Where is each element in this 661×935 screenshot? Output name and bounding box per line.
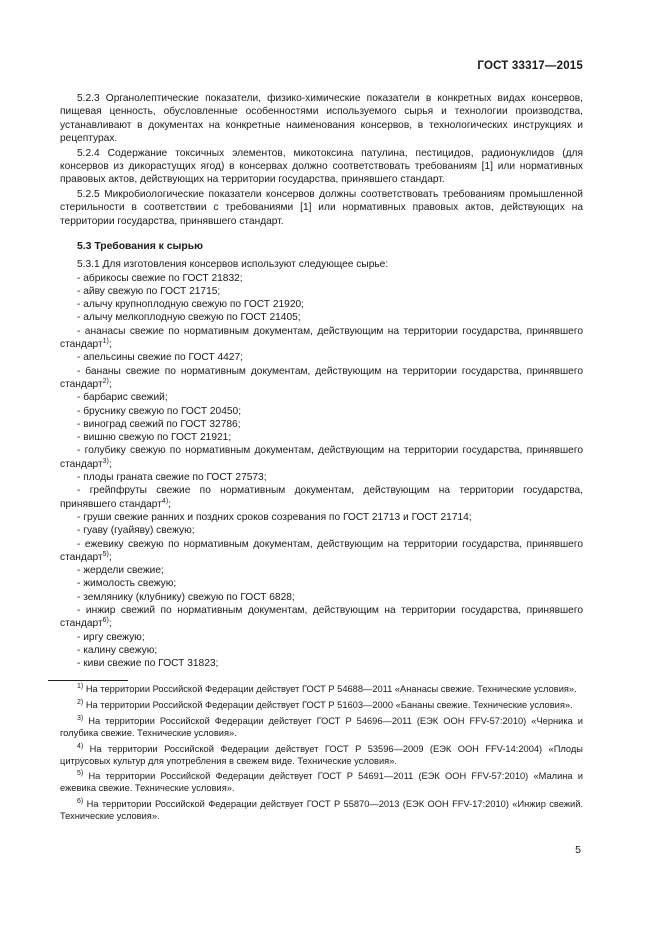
list-item-text: - ананасы свежие по нормативным документам, действующим на территории государства, принявшего стандарт [60, 325, 583, 351]
footnote-ref: 1) [102, 338, 109, 346]
list-item-tail: ; [108, 618, 112, 630]
footnote-mark: 1) [77, 683, 84, 690]
list-item-tail: ; [168, 498, 171, 510]
list-item [60, 311, 583, 324]
document-code-header: ГОСТ 33317—2015 [477, 60, 583, 72]
list-item [60, 444, 583, 471]
footnote-mark: 2) [77, 698, 84, 706]
list-item-text: - грейпфруты свежие по нормативным документам, действующим на территории государства, принявшего стандарт [60, 485, 583, 510]
footnote [60, 744, 583, 768]
list-item [60, 631, 583, 644]
list-item-text: - виноград свежий по ГОСТ 32786; [77, 418, 241, 430]
footnote [60, 700, 583, 712]
list-item-text: - голубику свежую по нормативным документам, действующим на территории государства, принявшего стандарт [60, 445, 583, 470]
list-item-text: - землянику (клубнику) свежую по ГОСТ 6828; [77, 591, 295, 603]
footnote [60, 716, 583, 740]
list-item [60, 524, 583, 537]
list-item [60, 272, 583, 285]
list-item-text: - абрикосы свежие по ГОСТ 21832; [77, 272, 243, 284]
footnote-text: На территории Российской Федерации действует ГОСТ Р 54691—2011 (ЕЭК ООН FFV-57:2010) «Малина и ежевика свежие. Технические условия». [60, 771, 583, 794]
footnotes [60, 684, 583, 827]
footnote [60, 799, 583, 823]
footnote-text: На территории Российской Федерации действует ГОСТ Р 55870—2013 (ЕЭК ООН FFV-17:2010) «Инжир свежий. Технические условия». [60, 799, 583, 822]
list-item-tail: ; [108, 378, 112, 390]
list-item-text: - вишню свежую по ГОСТ 21921; [77, 432, 232, 444]
list-item-tail: ; [108, 458, 112, 470]
list-item [60, 604, 583, 631]
list-item-text: - бананы свежие по нормативным документам, действующим на территории государства, принявшего стандарт [60, 365, 583, 390]
list-item-text: - калину свежую; [77, 644, 158, 656]
footnote-mark: 4) [77, 742, 84, 750]
list-item [60, 351, 583, 364]
list-item-text: - бруснику свежую по ГОСТ 20450; [77, 405, 242, 417]
list-item-text: - иргу свежую; [77, 631, 145, 643]
list-item-text: - инжир свежий по нормативным документам, действующим на территории государства, принявшего стандарт [60, 604, 583, 630]
raw-materials-list [60, 272, 583, 671]
list-item [60, 431, 583, 444]
list-item [60, 365, 583, 392]
footnote-separator [48, 680, 128, 681]
list-item [60, 577, 583, 590]
list-item [60, 325, 583, 352]
list-item [60, 391, 583, 404]
list-item [60, 471, 583, 484]
list-item-text: - груши свежие ранних и поздних сроков созревания по ГОСТ 21713 и ГОСТ 21714; [77, 511, 472, 523]
footnote-text: На территории Российской Федерации действует ГОСТ Р 53596—2009 (ЕЭК ООН FFV-14:2004) «Плоды цитрусовых культур для употребления в свежем виде. Технические условия». [60, 743, 583, 766]
list-item-text: - барбарис свежий; [77, 392, 168, 404]
paragraph-5-2-4: 5.2.4 Содержание токсичных элементов, микотоксина патулина, пестицидов, радионуклидов (для консервов из дикорастущих ягод) в консервах должно соответствовать требованиям [1] или нормативных правовых актов, действующих на территории государства, принявшего стандарт. [60, 147, 583, 186]
list-item-tail: ; [108, 551, 112, 563]
list-item [60, 484, 583, 511]
list-item [60, 591, 583, 604]
list-item-text: - жимолость свежую; [77, 578, 177, 590]
footnote-ref: 6) [102, 617, 109, 625]
list-item [60, 511, 583, 524]
list-item-text: - гуаву (гуайяву) свежую; [77, 525, 195, 537]
footnote-mark: 5) [77, 770, 84, 778]
footnote-ref: 4) [161, 497, 169, 505]
list-item [60, 538, 583, 565]
list-item-text: - киви свежие по ГОСТ 31823; [77, 658, 219, 670]
list-item [60, 285, 583, 298]
section-intro: 5.3.1 Для изготовления консервов используют следующее сырье: [77, 259, 389, 271]
page-number: 5 [575, 844, 581, 856]
section-heading: 5.3 Требования к сырью [77, 240, 204, 252]
footnote [60, 771, 583, 795]
paragraph-5-2-3: 5.2.3 Органолептические показатели, физико-химические показатели в конкретных видах консервов, пищевая ценность, обусловленные особенностями используемого сырья и технологии производства, устанавливают в документах на конкретные наименования консервов, в технологических инструкциях и рецептурах. [60, 93, 583, 144]
footnote-ref: 2) [102, 377, 109, 385]
list-item-text: - ежевику свежую по нормативным документам, действующим на территории государства, принявшего стандарт [60, 538, 583, 563]
footnote-text: На территории Российской Федерации действует ГОСТ Р 51603—2000 «Бананы свежие. Технические условия». [85, 699, 573, 710]
list-item [60, 405, 583, 418]
list-item-tail: ; [108, 339, 112, 351]
paragraph-5-2-5: 5.2.5 Микробиологические показатели консервов должны соответствовать требованиям промышленной стерильности в соответствии с требованиями [1] или нормативных правовых актов, действующих на территории государства, принявшего стандарт. [60, 189, 583, 227]
list-item-text: - алычу мелкоплодную свежую по ГОСТ 21405; [77, 312, 301, 324]
footnote-text: На территории Российской Федерации действует ГОСТ Р 54696—2011 (ЕЭК ООН FFV-57:2010) «Черника и голубика свежие. Технические условия». [60, 715, 583, 738]
list-item-text: - айву свежую по ГОСТ 21715; [77, 285, 221, 297]
footnote-text: На территории Российской Федерации действует ГОСТ Р 54688—2011 «Ананасы свежие. Технические условия». [85, 684, 577, 694]
footnote-ref: 5) [102, 550, 109, 558]
list-item-text: - жердели свежие; [77, 565, 164, 577]
footnote-mark: 6) [77, 798, 84, 806]
footnote-mark: 3) [77, 714, 84, 722]
list-item [60, 644, 583, 657]
footnote [60, 684, 583, 696]
main-text [60, 92, 583, 670]
footnote-ref: 3) [102, 457, 109, 465]
list-item-text: - апельсины свежие по ГОСТ 4427; [77, 352, 243, 364]
list-item [60, 657, 583, 670]
list-item [60, 298, 583, 311]
list-item [60, 564, 583, 577]
list-item-text: - плоды граната свежие по ГОСТ 27573; [77, 472, 267, 484]
list-item-text: - алычу крупноплодную свежую по ГОСТ 21920; [77, 299, 304, 311]
list-item [60, 418, 583, 431]
